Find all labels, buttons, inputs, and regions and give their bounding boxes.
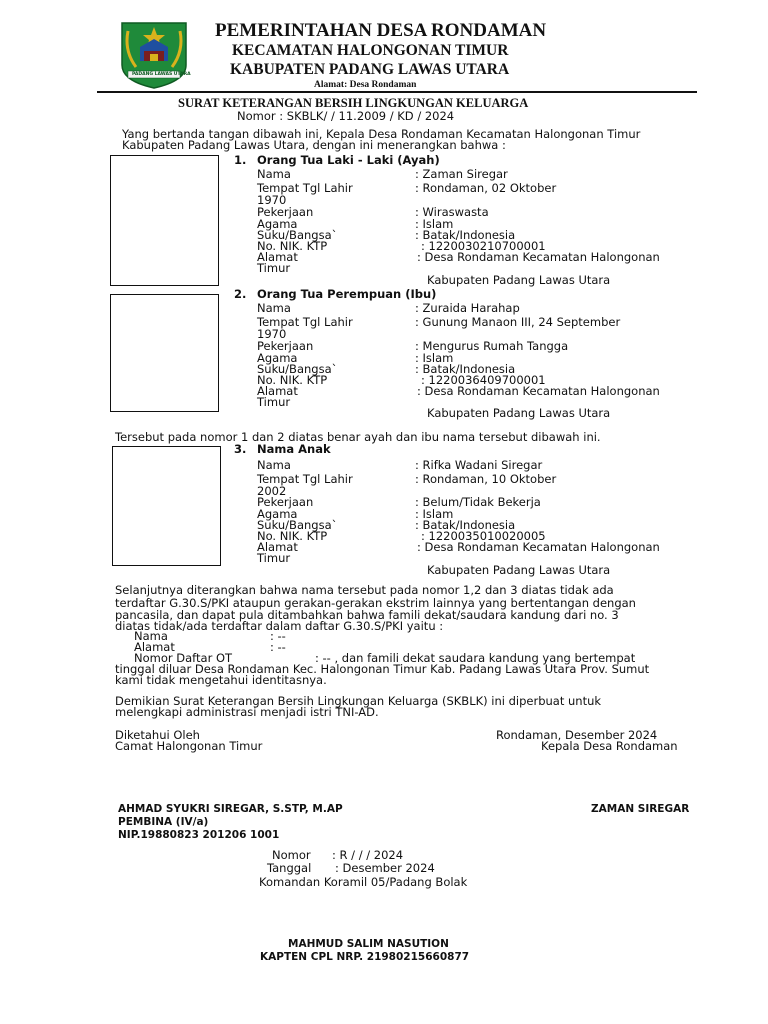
section-number: 1. <box>234 153 247 167</box>
section-number: 2. <box>234 287 247 301</box>
koramil-number-value: : R / / / 2024 <box>332 848 404 862</box>
field-label: Suku/Bangsa` <box>257 228 338 242</box>
relative-ot-label: Nomor Daftar OT <box>134 651 233 665</box>
field-value: : Islam <box>415 507 454 521</box>
intro-line1: Yang bertanda tangan dibawah ini, Kepala Desa Rondaman Kecamatan Halongonan Timur <box>122 127 641 141</box>
field-label: Agama <box>257 507 298 521</box>
koramil-date-value: : Desember 2024 <box>335 861 435 875</box>
field-value: : Rondaman, 10 Oktober <box>415 472 557 486</box>
field-value: : Batak/Indonesia <box>415 362 516 376</box>
field-label-cont: Timur <box>257 551 291 565</box>
letter-title: SURAT KETERANGAN BERSIH LINGKUNGAN KELUARGA <box>178 96 529 110</box>
photo-box-child <box>112 446 221 566</box>
birth-year: 1970 <box>257 327 287 341</box>
field-value: : Desa Rondaman Kecamatan Halongonan <box>417 384 660 398</box>
section-heading: Nama Anak <box>257 442 331 456</box>
field-label: Nama <box>257 458 291 472</box>
section-heading: Orang Tua Laki - Laki (Ayah) <box>257 153 440 167</box>
field-value: : Islam <box>415 351 454 365</box>
field-label: No. NIK. KTP <box>257 373 328 387</box>
body-paragraph-line: pancasila, dan dapat pula ditambahkan bahwa famili dekat/saudara kandung dari no. 3 <box>115 608 619 622</box>
letterhead-rule <box>97 91 697 93</box>
field-value: : Rifka Wadani Siregar <box>415 458 543 472</box>
field-value: : Belum/Tidak Bekerja <box>415 495 541 509</box>
field-value: : Desa Rondaman Kecamatan Halongonan <box>417 540 660 554</box>
signatory-left-name: AHMAD SYUKRI SIREGAR, S.STP, M.AP <box>118 803 343 815</box>
field-value: : 1220035010020005 <box>421 529 546 543</box>
body-paragraph-line: kami tidak mengetahui identitasnya. <box>115 673 327 687</box>
photo-box-father <box>110 155 219 286</box>
closing-line: Demikian Surat Keterangan Bersih Lingkungan Keluarga (SKBLK) ini diperbuat untuk <box>115 694 602 708</box>
koramil-date-label: Tanggal <box>267 861 312 875</box>
field-label: Suku/Bangsa` <box>257 518 338 532</box>
field-value: : Rondaman, 02 Oktober <box>415 181 557 195</box>
closing-line: melengkapi administrasi menjadi istri TNI-AD. <box>115 705 379 719</box>
field-label: Agama <box>257 217 298 231</box>
section-number: 3. <box>234 442 247 456</box>
koramil-number-label: Nomor <box>272 848 311 862</box>
relative-name-label: Nama <box>134 629 168 643</box>
field-value: : 1220036409700001 <box>421 373 546 387</box>
letterhead-address: Alamat: Desa Rondaman <box>314 80 417 90</box>
signature-right-title: Kepala Desa Rondaman <box>541 739 678 753</box>
section-heading: Orang Tua Perempuan (Ibu) <box>257 287 437 301</box>
body-paragraph-line: Selanjutnya diterangkan bahwa nama tersebut pada nomor 1,2 dan 3 diatas tidak ada <box>115 583 614 597</box>
signatory-left-nip: NIP.19880823 201206 1001 <box>118 829 280 841</box>
field-label: Alamat <box>257 384 298 398</box>
letter-number: Nomor : SKBLK/ / 11.2009 / KD / 2024 <box>237 109 455 123</box>
signature-left-title1: Diketahui Oleh <box>115 728 200 742</box>
field-label: No. NIK. KTP <box>257 529 328 543</box>
field-value: : Batak/Indonesia <box>415 228 516 242</box>
field-label: Nama <box>257 301 291 315</box>
birth-year: 1970 <box>257 193 287 207</box>
field-label: Suku/Bangsa` <box>257 362 338 376</box>
relative-address-label: Alamat <box>134 640 175 654</box>
field-label-cont: Timur <box>257 395 291 409</box>
field-value: : 1220030210700001 <box>421 239 546 253</box>
field-value: : Wiraswasta <box>415 205 489 219</box>
relative-name-value: : -- <box>270 629 286 643</box>
field-label: Pekerjaan <box>257 495 314 509</box>
letterhead-line1: PEMERINTAHAN DESA RONDAMAN <box>215 20 547 41</box>
field-label: Alamat <box>257 540 298 554</box>
field-label: Agama <box>257 351 298 365</box>
field-value: : Batak/Indonesia <box>415 518 516 532</box>
signature-right-date: Rondaman, Desember 2024 <box>496 728 658 742</box>
birth-year: 2002 <box>257 484 287 498</box>
koramil-commander-rank: KAPTEN CPL NRP. 21980215660877 <box>260 951 470 963</box>
field-value: : Islam <box>415 217 454 231</box>
signature-left-title2: Camat Halongonan Timur <box>115 739 263 753</box>
koramil-unit: Komandan Koramil 05/Padang Bolak <box>259 875 468 889</box>
letterhead-line2: KECAMATAN HALONGONAN TIMUR <box>232 42 509 59</box>
field-label: No. NIK. KTP <box>257 239 328 253</box>
relative-address-value: : -- <box>270 640 286 654</box>
body-paragraph-line: terdaftar G.30.S/PKI ataupun gerakan-gerakan ekstrim lainnya yang bertentangan dengan <box>115 596 636 610</box>
signatory-left-rank: PEMBINA (IV/a) <box>118 816 209 828</box>
body-paragraph-line: tinggal diluar Desa Rondaman Kec. Halongonan Timur Kab. Padang Lawas Utara Prov. Sumut <box>115 662 650 676</box>
field-label: Pekerjaan <box>257 205 314 219</box>
field-label-cont: Timur <box>257 261 291 275</box>
field-label: Tempat Tgl Lahir <box>257 472 353 486</box>
field-value: : Desa Rondaman Kecamatan Halongonan <box>417 250 660 264</box>
field-value: : Gunung Manaon III, 24 September <box>415 315 621 329</box>
field-value: : Zaman Siregar <box>415 167 508 181</box>
field-value: : Mengurus Rumah Tangga <box>415 339 569 353</box>
district-logo <box>118 21 190 89</box>
field-label: Tempat Tgl Lahir <box>257 315 353 329</box>
letterhead-line3: KABUPATEN PADANG LAWAS UTARA <box>230 61 510 78</box>
body-paragraph-line: diatas tidak/ada terdaftar dalam daftar G.30.S/PKI yaitu : <box>115 619 444 633</box>
address-regency: Kabupaten Padang Lawas Utara <box>427 273 611 287</box>
field-label: Pekerjaan <box>257 339 314 353</box>
photo-box-mother <box>110 294 219 412</box>
relative-ot-value: : -- , dan famili dekat saudara kandung yang bertempat <box>315 651 636 665</box>
field-label: Alamat <box>257 250 298 264</box>
address-regency: Kabupaten Padang Lawas Utara <box>427 563 611 577</box>
signatory-right-name: ZAMAN SIREGAR <box>591 803 690 815</box>
field-value: : Zuraida Harahap <box>415 301 520 315</box>
logo-text: PADANG LAWAS UTARA <box>132 72 191 77</box>
parents-statement: Tersebut pada nomor 1 dan 2 diatas benar ayah dan ibu nama tersebut dibawah ini. <box>115 430 601 444</box>
intro-line2: Kabupaten Padang Lawas Utara, dengan ini menerangkan bahwa : <box>122 138 506 152</box>
field-label: Tempat Tgl Lahir <box>257 181 353 195</box>
address-regency: Kabupaten Padang Lawas Utara <box>427 406 611 420</box>
koramil-commander-name: MAHMUD SALIM NASUTION <box>288 938 449 950</box>
field-label: Nama <box>257 167 291 181</box>
